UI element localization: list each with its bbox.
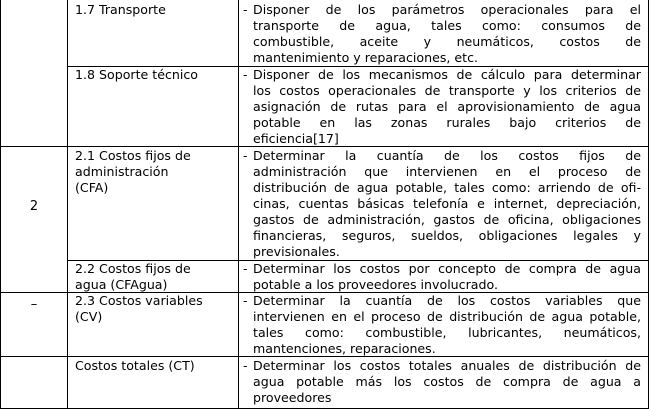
row-bullet: - — [243, 261, 248, 276]
row-desc-line: asignación de rutas para el aprovisionamiento de agua — [253, 99, 641, 114]
row-concept: Costos totales (CT) — [75, 358, 195, 373]
group-number-label: 2 — [29, 199, 39, 214]
row-desc-line: Determinar los costos por concepto de compra de agua — [253, 261, 641, 276]
row-bullet: - — [243, 358, 248, 373]
row-desc-line: potable en las zonas rurales bajo criterios de — [253, 115, 641, 130]
row-concept-line: (CFA) — [75, 180, 109, 195]
table-border-right — [648, 0, 649, 409]
row-desc-line: eficiencia[17] — [253, 131, 339, 146]
row-bullet: - — [243, 2, 248, 17]
row-bullet: - — [243, 293, 248, 308]
table-border-col1 — [67, 0, 68, 409]
row-desc-line: combustible, aceite y neumáticos, costos de — [253, 34, 641, 49]
row-concept: 1.7 Transporte — [75, 2, 166, 17]
row-desc-line: Determinar los costos totales anuales de distribución de — [253, 358, 641, 373]
row-desc-line: cinas, cuentas básicas telefonía e internet, depreciación, — [253, 196, 641, 211]
row-desc-line: Disponer de los mecanismos de cálculo para determinar — [253, 67, 641, 82]
row-concept-line: 2.1 Costos fijos de — [75, 148, 191, 163]
row-concept-line: agua (CFAgua) — [75, 277, 168, 292]
row-concept: 1.8 Soporte técnico — [75, 67, 199, 82]
row-desc-line: tales como: combustible, lubricantes, neumáticos, — [253, 325, 641, 340]
group-dash-label: – — [30, 297, 38, 312]
row-desc-line: agua potable más los costos de compra de agua a — [253, 374, 641, 389]
row-desc-line: transporte de agua, tales como: consumos de — [253, 18, 641, 33]
row-concept-line: 2.2 Costos fijos de — [75, 261, 191, 276]
row-concept-line: (CV) — [75, 309, 103, 324]
row-desc-line: gastos de administración, gastos de oficina, obligaciones — [253, 212, 641, 227]
row-desc-line: potable a los proveedores involucrado. — [253, 277, 498, 292]
row-desc-line: Disponer de los parámetros operacionales para el — [253, 2, 641, 17]
row-bullet: - — [243, 148, 248, 163]
row-desc-line: mantenimiento y reparaciones, etc. — [253, 50, 479, 65]
row-desc-line: intervienen en el proceso de distribución de agua potable, — [253, 309, 641, 324]
row-desc-line: proveedores — [253, 390, 332, 405]
row-desc-line: los costos operacionales de transporte y los criterios de — [253, 83, 641, 98]
row-desc-line: mantenciones, reparaciones. — [253, 341, 436, 356]
row-concept-line: 2.3 Costos variables — [75, 293, 203, 308]
row-desc-line: Determinar la cuantía de los costos fijos de — [253, 148, 641, 163]
row-desc-line: Determinar la cuantía de los costos variables que — [253, 293, 641, 308]
row-desc-line: distribución de agua potable, tales como: arriendo de ofi- — [253, 180, 641, 195]
row-bullet: - — [243, 67, 248, 82]
row-desc-line: financieras, seguros, sueldos, obligaciones legales y — [253, 228, 641, 243]
row-concept-line: administración — [75, 164, 169, 179]
row-desc-line: previsionales. — [253, 244, 340, 259]
table-border-col2 — [238, 0, 239, 409]
row-desc-line: administración que intervienen en el proceso de — [253, 164, 641, 179]
